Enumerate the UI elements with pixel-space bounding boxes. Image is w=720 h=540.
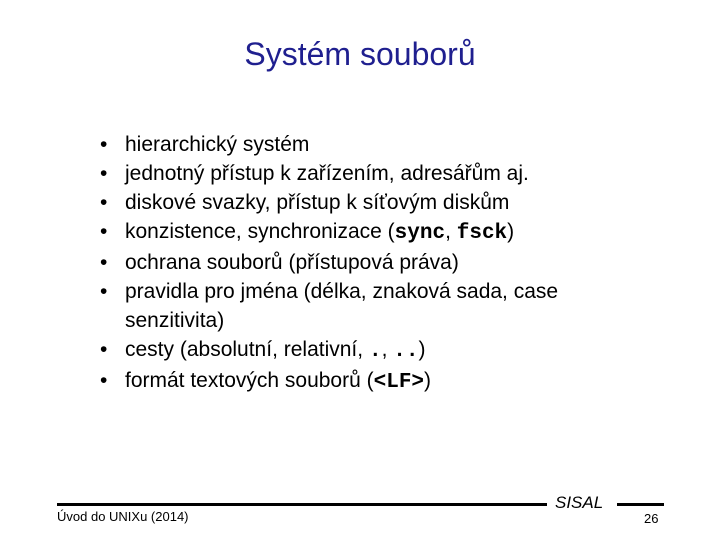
separator-text: , (445, 220, 457, 243)
separator-text: , (381, 338, 394, 361)
code-text: fsck (456, 222, 508, 245)
suffix-text: ) (507, 220, 515, 243)
bullet-item (96, 277, 656, 335)
bullet-text: ochrana souborů (přístupová práva) (125, 251, 459, 274)
footer-rule (617, 503, 664, 506)
bullet-item (96, 188, 656, 217)
footer-rule (57, 503, 547, 506)
slide-title: Systém souborů (244, 36, 476, 72)
bullet-text: cesty (absolutní, relativní, (125, 338, 369, 361)
code-text: .. (393, 340, 419, 363)
bullet-text: hierarchický systém (125, 133, 310, 156)
bullet-item (96, 366, 656, 397)
suffix-text: ) (424, 369, 432, 392)
bullet-text: formát textových souborů ( (125, 369, 374, 392)
bullet-text: jednotný přístup k zařízením, adresářům aj. (125, 162, 529, 185)
footer-course-label: Úvod do UNIXu (2014) (57, 509, 189, 524)
code-text: . (368, 340, 382, 363)
bullet-item (96, 335, 656, 366)
bullet-item (96, 159, 656, 188)
suffix-text: ) (418, 338, 426, 361)
bullet-text: pravidla pro jména (délka, znaková sada, case senzitivita) (125, 280, 559, 332)
bullet-item (96, 217, 656, 248)
page-number: 26 (644, 511, 659, 526)
bullet-list (96, 130, 656, 397)
code-text: sync (394, 222, 446, 245)
code-text: <LF> (373, 371, 425, 394)
bullet-item (96, 248, 656, 277)
bullet-item (96, 130, 656, 159)
footer-brand-label: SISAL (555, 493, 604, 512)
bullet-text: konzistence, synchronizace ( (125, 220, 395, 243)
bullet-text: diskové svazky, přístup k síťovým diskům (125, 191, 510, 214)
